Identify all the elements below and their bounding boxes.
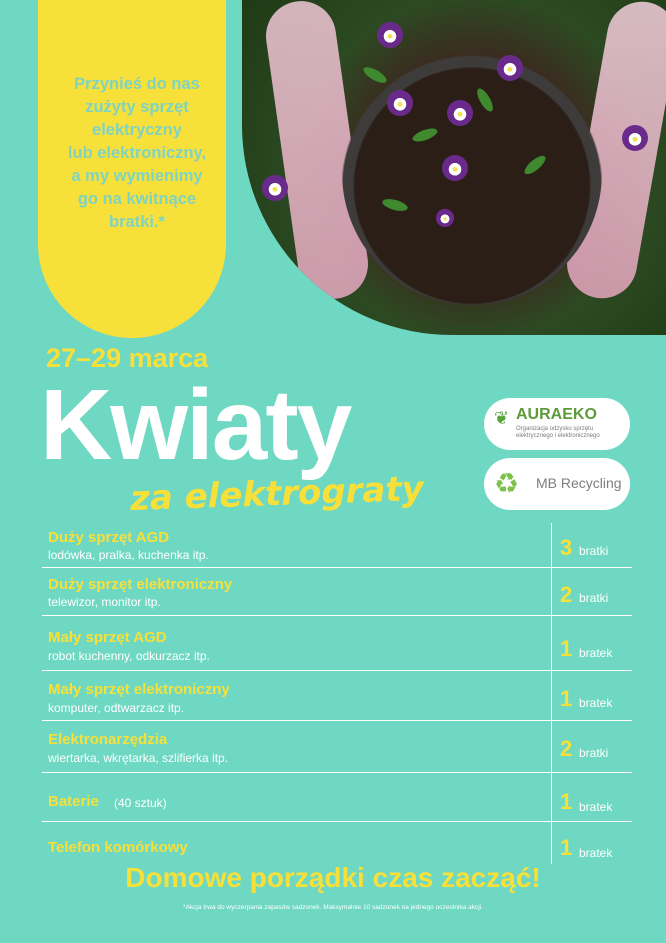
row-unit: bratki (579, 591, 609, 605)
pansy-flower (497, 55, 523, 81)
pansy-flower (387, 90, 413, 116)
row-count: 2 (560, 736, 573, 761)
exchange-table (42, 523, 632, 864)
row-description: robot kuchenny, odkurzacz itp. (48, 649, 210, 663)
table-row (42, 773, 632, 822)
recycle-icon: ♻ (494, 468, 520, 499)
pansy-flower (447, 100, 473, 126)
leaf-icon: ❦ (494, 408, 510, 428)
row-unit: bratek (579, 696, 613, 710)
mb-recycling-logo (484, 458, 630, 510)
table-row (42, 822, 632, 864)
row-category: Mały sprzęt AGD (48, 629, 167, 646)
column-divider (551, 523, 552, 567)
auraeko-logo (484, 398, 630, 450)
row-description: telewizor, monitor itp. (48, 595, 161, 609)
row-description: wiertarka, wkrętarka, szlifierka itp. (48, 751, 229, 765)
footnote: *Akcja trwa do wyczerpania zapasów sadzonek. Maksymalnie 10 sadzonek na jednego uczestnika akcji. (183, 904, 483, 911)
row-category: Telefon komórkowy (48, 839, 188, 856)
row-count: 3 (560, 535, 573, 560)
promo-line: lub elektroniczny, (67, 144, 207, 162)
table-row (42, 616, 632, 671)
row-count: 1 (560, 789, 573, 814)
flower-pot-photo (242, 0, 666, 335)
table-row (42, 721, 632, 773)
promo-line: Przynieś do nas (74, 75, 200, 93)
promo-text (52, 73, 222, 234)
pansy-flower (377, 22, 403, 48)
row-unit: bratek (579, 646, 613, 660)
row-count: 1 (560, 636, 573, 661)
row-count: 2 (560, 582, 573, 607)
table-row (42, 568, 632, 616)
row-description: lodówka, pralka, kuchenka itp. (48, 548, 209, 562)
row-unit: bratki (579, 544, 609, 558)
row-category: Elektronarzędzia (48, 731, 168, 748)
pansy-flower (262, 175, 288, 201)
table-row (42, 523, 632, 568)
column-divider (551, 773, 552, 821)
auraeko-tagline: Organizacja odzysku sprzętu elektrycznego i elektronicznego (516, 426, 600, 439)
row-description: komputer, odtwarzacz itp. (48, 701, 185, 715)
column-divider (551, 721, 552, 772)
row-count: 1 (560, 835, 573, 860)
table-row (42, 671, 632, 721)
row-unit: bratek (579, 846, 613, 860)
pansy-flower (622, 125, 648, 151)
subtitle: za elektrograty (129, 468, 425, 520)
row-category: Duży sprzęt AGD (48, 529, 170, 546)
row-category: Mały sprzęt elektroniczny (48, 681, 230, 698)
row-count: 1 (560, 686, 573, 711)
column-divider (551, 568, 552, 615)
pansy-flower (436, 209, 454, 227)
promo-line: a my wymienimy (71, 167, 203, 185)
column-divider (551, 822, 552, 864)
row-category: Duży sprzęt elektroniczny (48, 576, 233, 593)
pansy-flower (442, 155, 468, 181)
row-unit: bratek (579, 800, 613, 814)
main-title: Kwiaty (40, 369, 351, 481)
promo-line: go na kwitnące (77, 190, 197, 208)
column-divider (551, 671, 552, 720)
event-dates: 27–29 marca (46, 343, 209, 373)
row-category: Baterie (48, 793, 99, 810)
mb-recycling-name: MB Recycling (536, 475, 622, 491)
column-divider (551, 616, 552, 670)
row-description: (40 sztuk) (114, 796, 167, 810)
row-unit: bratki (579, 746, 609, 760)
promo-line: bratki.* (109, 213, 165, 231)
promo-line: zużyty sprzęt (85, 98, 189, 116)
footer-slogan: Domowe porządki czas zacząć! (125, 862, 541, 893)
promo-line: elektryczny (92, 121, 182, 139)
auraeko-name: AURAEKO (516, 406, 597, 423)
